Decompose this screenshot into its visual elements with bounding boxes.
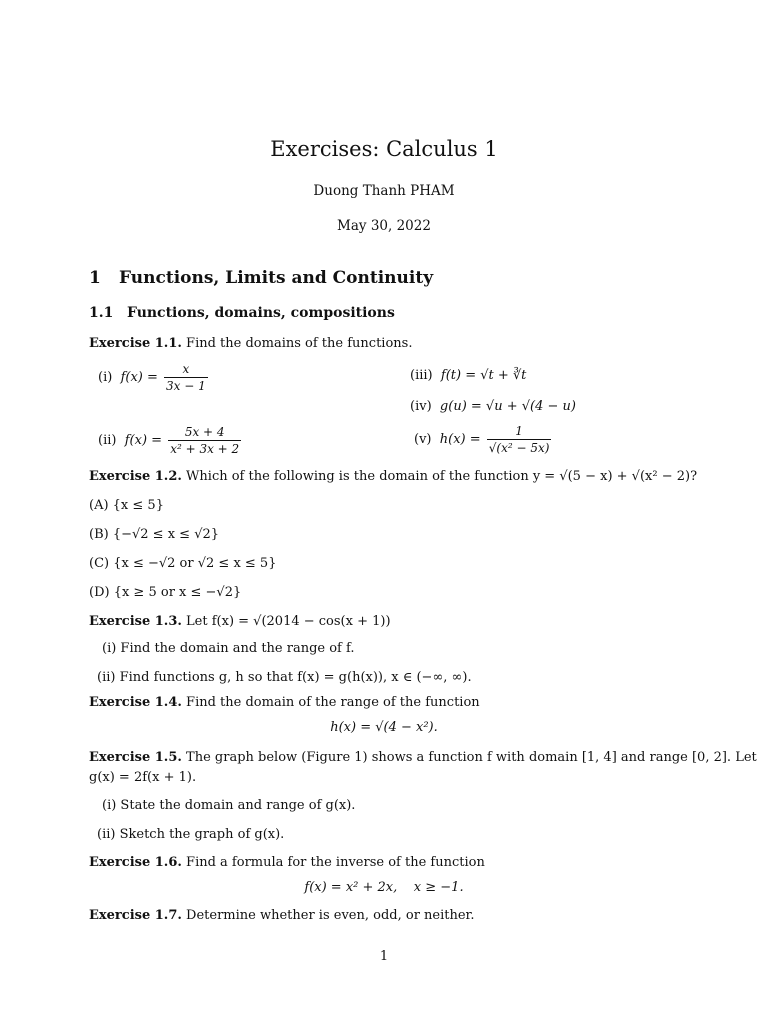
subsection-number: 1.1 xyxy=(89,305,114,321)
section-title: Functions, Limits and Continuity xyxy=(119,268,434,288)
option-a: (A) {x ≤ 5} xyxy=(89,498,164,513)
option-c: (C) {x ≤ −√2 or √2 ≤ x ≤ 5} xyxy=(89,556,277,571)
author: Duong Thanh PHAM xyxy=(313,183,455,199)
exercise-label: Exercise 1.4. xyxy=(89,695,182,710)
fraction: $\frac{5x + 4}{\text{x² + 3x + 2}}$ xyxy=(170,425,240,456)
ex11-item-ii: (ii) f(x) = $\frac{5x + 4}{\text{x² + 3x + 2}}$ xyxy=(98,425,240,456)
section-heading xyxy=(89,268,433,288)
ex11-item-i: (i) f(x) = $\frac{x}{3x - 1}$ xyxy=(98,362,206,393)
exercise-label: Exercise 1.7. xyxy=(89,908,182,923)
exercise-1-4-statement xyxy=(89,695,480,710)
exercise-1-7-statement xyxy=(89,908,474,923)
subsection-title: Functions, domains, compositions xyxy=(127,305,395,321)
paper-title: Exercises: Calculus 1 xyxy=(270,137,498,161)
exercise-label: Exercise 1.5. xyxy=(89,750,182,765)
exercise-label: Exercise 1.3. xyxy=(89,614,182,629)
exercise-1-5-continuation: g(x) = 2f(x + 1). xyxy=(89,770,197,785)
exercise-1-5-statement xyxy=(89,750,757,765)
fraction: $\frac{x}{3x - 1}$ xyxy=(166,362,206,393)
ex13-item-i: (i) Find the domain and the range of f. xyxy=(102,641,355,656)
exercise-text: Find a formula for the inverse of the function xyxy=(186,855,485,870)
display-equation: h(x) = √(4 − x²). xyxy=(330,720,438,735)
display-equation: f(x) = x² + 2x, x ≥ −1. xyxy=(304,880,464,895)
page-number: 1 xyxy=(379,949,389,964)
ex11-item-v: (v) h(x) = $\frac{1}{\text{√(x² − 5x)}}$ xyxy=(414,424,550,455)
ex15-item-i: (i) State the domain and range of g(x). xyxy=(102,798,356,813)
subsection-heading xyxy=(89,305,395,321)
exercise-1-6-statement xyxy=(89,855,485,870)
option-b: (B) {−√2 ≤ x ≤ √2} xyxy=(89,527,220,542)
exercise-label: Exercise 1.6. xyxy=(89,855,182,870)
exercise-1-1-statement xyxy=(89,336,412,351)
ex11-item-iii: (iii) f(t) = √t + ∛t xyxy=(410,368,527,383)
exercise-1-3-statement xyxy=(89,614,391,629)
exercise-1-2-statement xyxy=(89,469,697,484)
exercise-text: Which of the following is the domain of the function y = √(5 − x) + √(x² − 2)? xyxy=(186,469,698,484)
exercise-label: Exercise 1.1. xyxy=(89,336,182,351)
ex11-item-iv: (iv) g(u) = √u + √(4 − u) xyxy=(410,399,576,414)
exercise-label: Exercise 1.2. xyxy=(89,469,182,484)
section-number: 1 xyxy=(89,268,101,288)
exercise-text: Find the domains of the functions. xyxy=(186,336,413,351)
exercise-text: Let f(x) = √(2014 − cos(x + 1)) xyxy=(186,614,391,629)
date: May 30, 2022 xyxy=(337,218,431,234)
ex15-item-ii: (ii) Sketch the graph of g(x). xyxy=(97,827,285,842)
option-d: (D) {x ≥ 5 or x ≤ −√2} xyxy=(89,585,242,600)
ex13-item-ii: (ii) Find functions g, h so that f(x) = g(h(x)), x ∈ (−∞, ∞). xyxy=(97,670,472,685)
exercise-text: The graph below (Figure 1) shows a function f with domain [1, 4] and range [0, 2]. Let xyxy=(186,750,757,765)
fraction: $\frac{1}{\text{√(x² − 5x)}}$ xyxy=(488,424,550,455)
exercise-text: Determine whether is even, odd, or neither. xyxy=(186,908,475,923)
exercise-text: Find the domain of the range of the function xyxy=(186,695,480,710)
